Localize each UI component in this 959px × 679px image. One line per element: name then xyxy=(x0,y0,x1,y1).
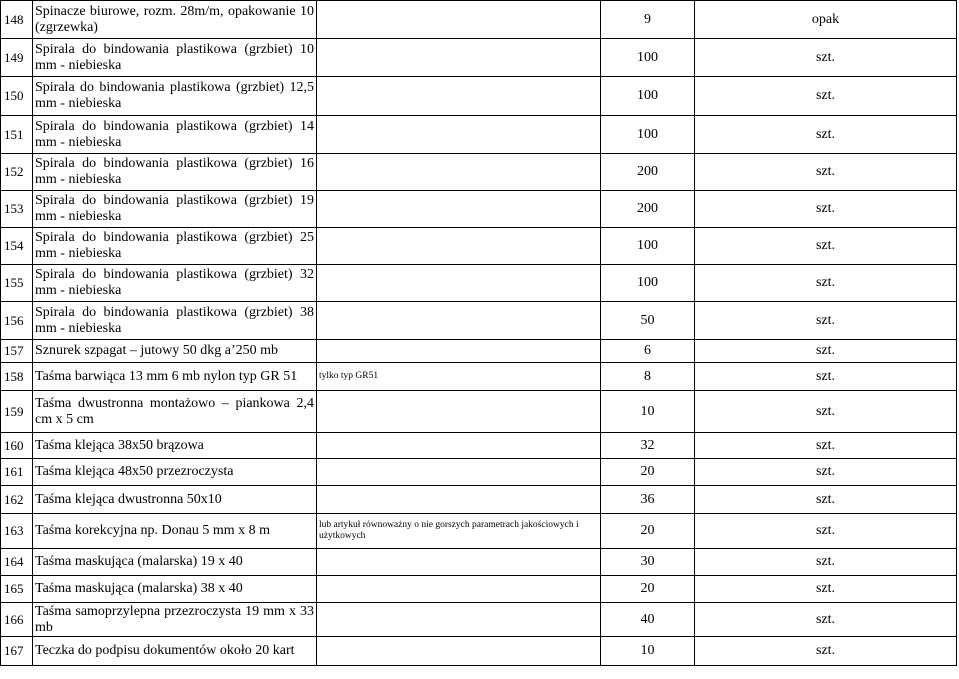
item-quantity: 36 xyxy=(601,486,695,514)
row-number: 150 xyxy=(1,77,33,116)
table-row xyxy=(1,302,957,340)
item-note xyxy=(317,302,601,340)
item-name: Spirala do bindowania plastikowa (grzbiet) 25 mm - niebieska xyxy=(33,228,317,265)
item-note xyxy=(317,576,601,603)
row-number: 148 xyxy=(1,1,33,39)
item-note xyxy=(317,603,601,637)
item-quantity: 32 xyxy=(601,433,695,459)
item-name: Spirala do bindowania plastikowa (grzbiet) 19 mm - niebieska xyxy=(33,191,317,228)
item-unit: szt. xyxy=(695,637,957,666)
item-quantity: 6 xyxy=(601,340,695,363)
item-quantity: 8 xyxy=(601,363,695,391)
row-number: 157 xyxy=(1,340,33,363)
row-number: 164 xyxy=(1,549,33,576)
row-number: 159 xyxy=(1,391,33,433)
item-note xyxy=(317,265,601,302)
table-row xyxy=(1,459,957,486)
row-number: 152 xyxy=(1,154,33,191)
item-unit: szt. xyxy=(695,459,957,486)
item-note xyxy=(317,116,601,154)
item-unit: szt. xyxy=(695,576,957,603)
table-row xyxy=(1,77,957,116)
item-unit: szt. xyxy=(695,486,957,514)
table-row xyxy=(1,514,957,549)
item-name: Spinacze biurowe, rozm. 28m/m, opakowanie 10 (zgrzewka) xyxy=(33,1,317,39)
item-unit: szt. xyxy=(695,77,957,116)
row-number: 160 xyxy=(1,433,33,459)
item-note xyxy=(317,433,601,459)
item-note xyxy=(317,391,601,433)
item-unit: opak xyxy=(695,1,957,39)
table-row xyxy=(1,576,957,603)
item-note xyxy=(317,191,601,228)
item-unit: szt. xyxy=(695,433,957,459)
item-note: tylko typ GR51 xyxy=(317,363,601,391)
item-quantity: 40 xyxy=(601,603,695,637)
item-name: Spirala do bindowania plastikowa (grzbiet) 12,5 mm - niebieska xyxy=(33,77,317,116)
item-quantity: 200 xyxy=(601,154,695,191)
item-unit: szt. xyxy=(695,191,957,228)
item-unit: szt. xyxy=(695,154,957,191)
item-unit: szt. xyxy=(695,265,957,302)
item-quantity: 100 xyxy=(601,228,695,265)
item-note xyxy=(317,228,601,265)
row-number: 166 xyxy=(1,603,33,637)
item-note xyxy=(317,340,601,363)
row-number: 167 xyxy=(1,637,33,666)
row-number: 161 xyxy=(1,459,33,486)
item-name: Teczka do podpisu dokumentów około 20 kart xyxy=(33,637,317,666)
item-quantity: 30 xyxy=(601,549,695,576)
item-name: Taśma klejąca 48x50 przezroczysta xyxy=(33,459,317,486)
row-number: 165 xyxy=(1,576,33,603)
item-name: Taśma dwustronna montażowo – piankowa 2,4 cm x 5 cm xyxy=(33,391,317,433)
item-note xyxy=(317,77,601,116)
table-row xyxy=(1,637,957,666)
item-quantity: 50 xyxy=(601,302,695,340)
table-row xyxy=(1,363,957,391)
item-unit: szt. xyxy=(695,116,957,154)
item-name: Taśma samoprzylepna przezroczysta 19 mm x 33 mb xyxy=(33,603,317,637)
row-number: 149 xyxy=(1,39,33,77)
item-unit: szt. xyxy=(695,514,957,549)
item-name: Taśma barwiąca 13 mm 6 mb nylon typ GR 51 xyxy=(33,363,317,391)
table-row xyxy=(1,154,957,191)
table-row xyxy=(1,228,957,265)
item-unit: szt. xyxy=(695,340,957,363)
item-name: Taśma korekcyjna np. Donau 5 mm x 8 m xyxy=(33,514,317,549)
table-row xyxy=(1,116,957,154)
item-quantity: 100 xyxy=(601,77,695,116)
item-note xyxy=(317,459,601,486)
table-row xyxy=(1,191,957,228)
table-row xyxy=(1,39,957,77)
item-name: Spirala do bindowania plastikowa (grzbiet) 32 mm - niebieska xyxy=(33,265,317,302)
item-note xyxy=(317,39,601,77)
item-name: Sznurek szpagat – jutowy 50 dkg a’250 mb xyxy=(33,340,317,363)
item-name: Spirala do bindowania plastikowa (grzbiet) 16 mm - niebieska xyxy=(33,154,317,191)
item-quantity: 20 xyxy=(601,514,695,549)
item-quantity: 200 xyxy=(601,191,695,228)
row-number: 156 xyxy=(1,302,33,340)
item-quantity: 100 xyxy=(601,39,695,77)
item-quantity: 20 xyxy=(601,459,695,486)
item-note xyxy=(317,1,601,39)
item-name: Spirala do bindowania plastikowa (grzbiet) 38 mm - niebieska xyxy=(33,302,317,340)
row-number: 158 xyxy=(1,363,33,391)
item-unit: szt. xyxy=(695,363,957,391)
table-row xyxy=(1,265,957,302)
table-row xyxy=(1,549,957,576)
item-unit: szt. xyxy=(695,603,957,637)
item-note: lub artykuł równoważny o nie gorszych parametrach jakościowych i użytkowych xyxy=(317,514,601,549)
item-unit: szt. xyxy=(695,39,957,77)
item-note xyxy=(317,549,601,576)
table-row xyxy=(1,391,957,433)
item-name: Taśma klejąca dwustronna 50x10 xyxy=(33,486,317,514)
item-quantity: 10 xyxy=(601,637,695,666)
table-row xyxy=(1,486,957,514)
item-unit: szt. xyxy=(695,228,957,265)
row-number: 153 xyxy=(1,191,33,228)
item-quantity: 9 xyxy=(601,1,695,39)
item-quantity: 10 xyxy=(601,391,695,433)
item-name: Taśma maskująca (malarska) 19 x 40 xyxy=(33,549,317,576)
table-row xyxy=(1,603,957,637)
item-name: Spirala do bindowania plastikowa (grzbiet) 10 mm - niebieska xyxy=(33,39,317,77)
row-number: 155 xyxy=(1,265,33,302)
item-unit: szt. xyxy=(695,391,957,433)
item-quantity: 20 xyxy=(601,576,695,603)
row-number: 163 xyxy=(1,514,33,549)
item-unit: szt. xyxy=(695,549,957,576)
item-name: Taśma maskująca (malarska) 38 x 40 xyxy=(33,576,317,603)
row-number: 162 xyxy=(1,486,33,514)
item-unit: szt. xyxy=(695,302,957,340)
table-row xyxy=(1,1,957,39)
item-note xyxy=(317,154,601,191)
item-quantity: 100 xyxy=(601,116,695,154)
item-quantity: 100 xyxy=(601,265,695,302)
item-note xyxy=(317,637,601,666)
item-name: Spirala do bindowania plastikowa (grzbiet) 14 mm - niebieska xyxy=(33,116,317,154)
row-number: 151 xyxy=(1,116,33,154)
item-note xyxy=(317,486,601,514)
item-name: Taśma klejąca 38x50 brązowa xyxy=(33,433,317,459)
table-row xyxy=(1,340,957,363)
row-number: 154 xyxy=(1,228,33,265)
table-row xyxy=(1,433,957,459)
